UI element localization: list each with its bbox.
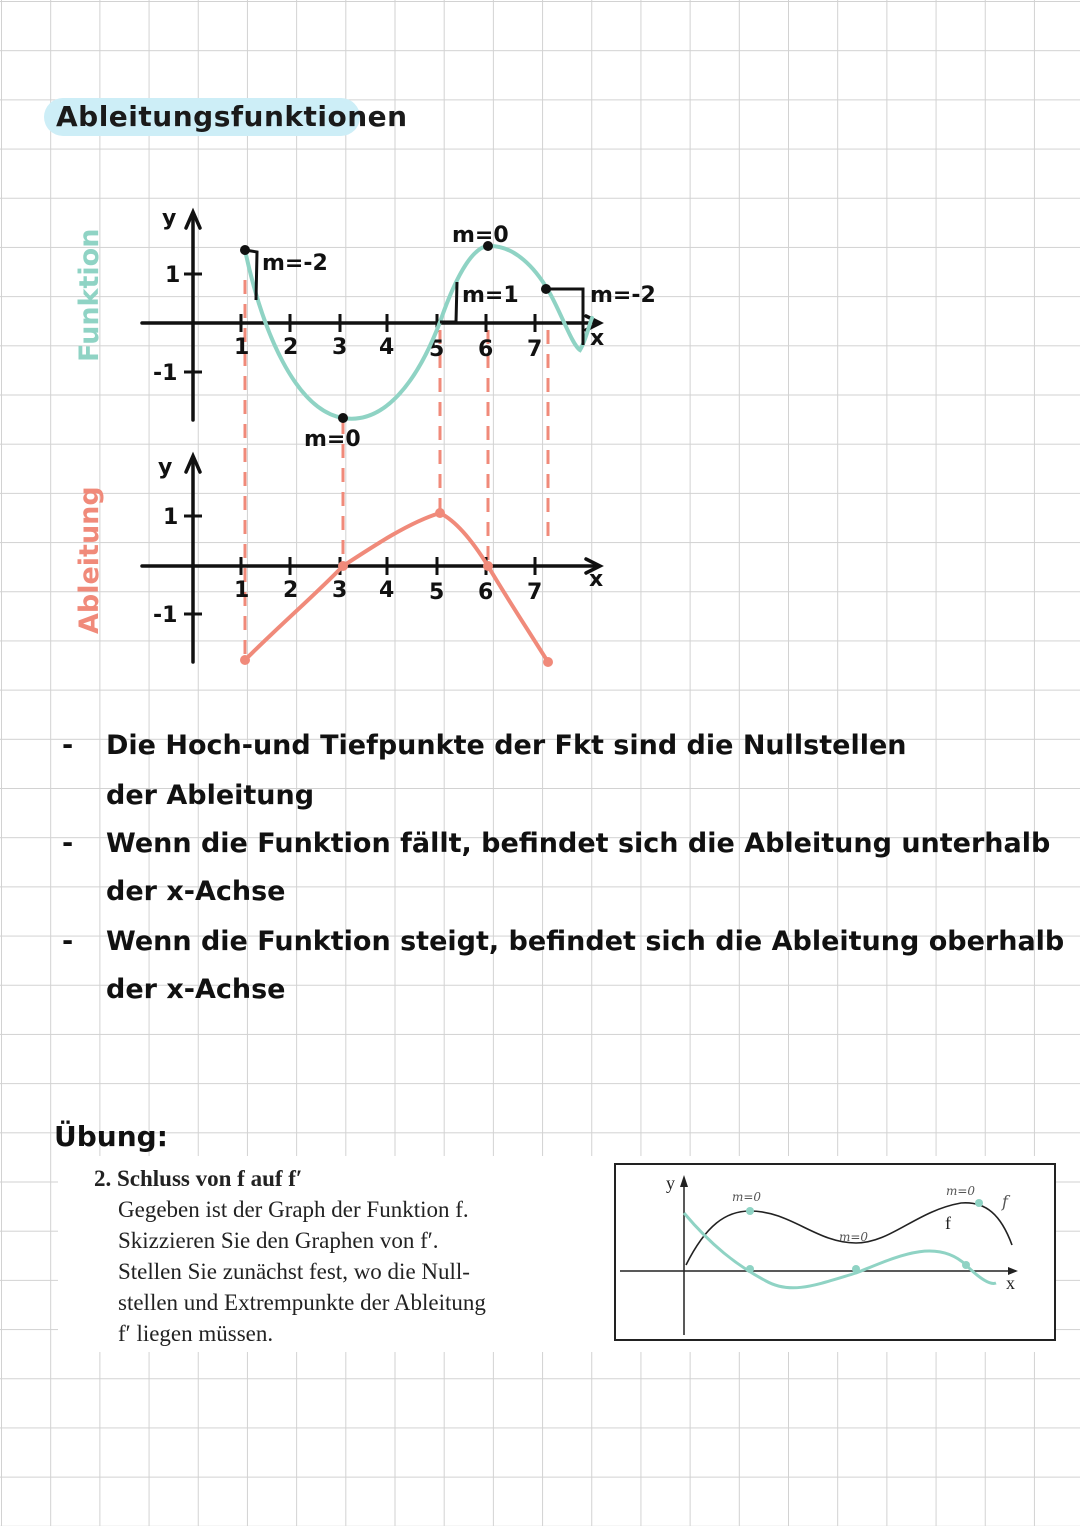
- note-3-dash: -: [62, 926, 74, 957]
- exercise-text-line-4: stellen und Extrempunkte der Ableitung: [118, 1290, 486, 1315]
- exercise-text-line-5: f′ liegen müssen.: [118, 1321, 274, 1346]
- derivative-x-tick-2: 2: [283, 578, 299, 603]
- exercise-title: 2. Schluss von f auf f′: [94, 1166, 303, 1191]
- derivative-y-label: y: [158, 455, 173, 480]
- function-x-label: x: [590, 326, 605, 351]
- note-1-line-1: Die Hoch-und Tiefpunkte der Fkt sind die Nullstellen: [106, 730, 907, 761]
- derivative-y-tick-minus1: -1: [153, 603, 178, 628]
- note-1-dash: -: [62, 730, 74, 761]
- function-x-tick-2: 2: [283, 335, 299, 360]
- exercise-heading: Übung:: [54, 1120, 168, 1153]
- function-and-derivative-graphs: [0, 0, 1080, 700]
- exercise-mini-graph: [614, 1163, 1056, 1341]
- mini-annotation-3: m=0: [946, 1184, 976, 1198]
- mini-annotation-2: m=0: [839, 1230, 869, 1244]
- exercise-text-line-1: Gegeben ist der Graph der Funktion f.: [118, 1197, 469, 1222]
- derivative-x-tick-3: 3: [332, 578, 348, 603]
- function-x-tick-7: 7: [527, 337, 543, 362]
- derivative-x-tick-1: 1: [234, 578, 250, 603]
- slope-annotation-3: m=1: [462, 283, 519, 308]
- mini-annotation-1: m=0: [732, 1190, 762, 1204]
- mini-graph-svg: [616, 1165, 1054, 1339]
- note-1-line-2: der Ableitung: [106, 780, 315, 811]
- function-y-tick-minus1: -1: [153, 361, 178, 386]
- derivative-x-tick-7: 7: [527, 580, 543, 605]
- derivative-y-tick-1: 1: [163, 505, 179, 530]
- function-y-label: y: [162, 206, 177, 231]
- function-side-label: Funktion: [74, 228, 105, 362]
- slope-annotation-5: m=0: [304, 427, 361, 452]
- derivative-x-tick-5: 5: [429, 580, 445, 605]
- derivative-x-tick-6: 6: [478, 580, 494, 605]
- function-x-tick-4: 4: [379, 335, 395, 360]
- note-3-line-2: der x-Achse: [106, 974, 286, 1005]
- function-axes: [142, 212, 600, 420]
- slope-annotation-2: m=0: [452, 223, 509, 248]
- note-2-dash: -: [62, 828, 74, 859]
- derivative-x-tick-4: 4: [379, 578, 395, 603]
- function-x-tick-3: 3: [332, 335, 348, 360]
- exercise-text-line-3: Stellen Sie zunächst fest, wo die Null-: [118, 1259, 470, 1284]
- exercise-text-line-2: Skizzieren Sie den Graphen von f′.: [118, 1228, 439, 1253]
- note-2-line-1: Wenn die Funktion fällt, befindet sich die Ableitung unterhalb: [106, 828, 1051, 859]
- mini-x-label: x: [1006, 1273, 1015, 1293]
- function-x-tick-1: 1: [234, 335, 250, 360]
- slope-annotation-4: m=-2: [590, 283, 656, 308]
- function-x-tick-5: 5: [429, 337, 445, 362]
- note-2-line-2: der x-Achse: [106, 876, 286, 907]
- mini-curve-label-2: f: [1002, 1192, 1008, 1211]
- derivative-x-label: x: [589, 567, 604, 592]
- function-y-tick-1: 1: [165, 263, 181, 288]
- derivative-axes: [142, 456, 600, 662]
- mini-y-label: y: [666, 1173, 675, 1193]
- note-3-line-1: Wenn die Funktion steigt, befindet sich die Ableitung oberhalb: [106, 926, 1065, 957]
- function-x-tick-6: 6: [478, 337, 494, 362]
- page-title: Ableitungsfunktionen: [56, 100, 408, 133]
- mini-curve-label: f: [945, 1213, 951, 1233]
- derivative-side-label: Ableitung: [74, 486, 105, 634]
- slope-annotation-1: m=-2: [262, 251, 328, 276]
- function-point-min: [338, 413, 348, 423]
